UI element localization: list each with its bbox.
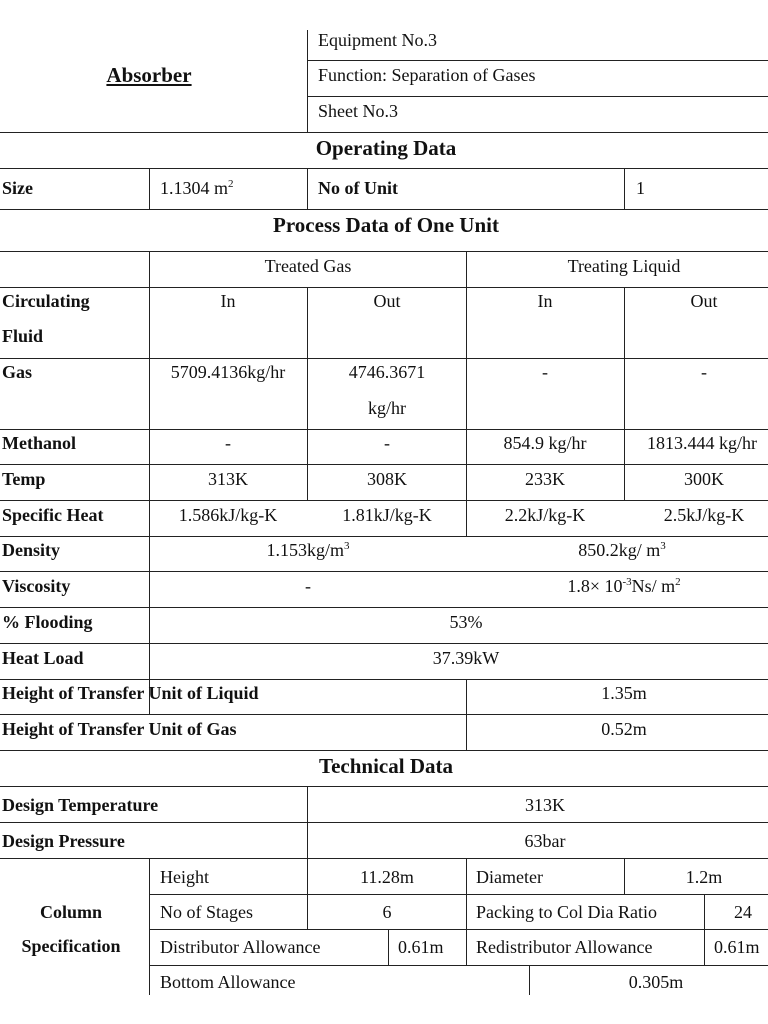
col-line bbox=[307, 168, 308, 209]
temp-label: Temp bbox=[2, 469, 46, 489]
row-line bbox=[0, 287, 768, 288]
row-line bbox=[0, 858, 768, 859]
diameter-label: Diameter bbox=[476, 867, 543, 887]
fluid-label: Fluid bbox=[2, 326, 44, 346]
viscosity-label: Viscosity bbox=[2, 576, 71, 596]
density-label: Density bbox=[2, 540, 60, 560]
row-line bbox=[149, 929, 768, 930]
specific-heat-value: 1.586kJ/kg-K bbox=[178, 505, 278, 525]
row-line bbox=[0, 429, 768, 430]
row-line bbox=[307, 96, 768, 97]
col-line bbox=[624, 858, 625, 894]
gas-out-unit: kg/hr bbox=[368, 398, 406, 418]
gas-in-value: 5709.4136kg/hr bbox=[170, 362, 286, 382]
section-heading-operating: Operating Data bbox=[315, 136, 457, 160]
row-line bbox=[307, 60, 768, 61]
col-line bbox=[704, 929, 705, 965]
diameter-value: 1.2m bbox=[685, 867, 723, 887]
row-line bbox=[0, 209, 768, 210]
row-line bbox=[0, 643, 768, 644]
heat-load-label: Heat Load bbox=[2, 648, 84, 668]
gas-row-label: Gas bbox=[2, 362, 33, 382]
specific-heat-label: Specific Heat bbox=[2, 505, 104, 525]
design-temp-label: Design Temperature bbox=[2, 795, 159, 815]
row-line bbox=[0, 500, 768, 501]
specific-heat-value: 2.2kJ/kg-K bbox=[504, 505, 586, 525]
methanol-liquid-in: 854.9 kg/hr bbox=[503, 433, 587, 453]
row-line bbox=[149, 965, 768, 966]
bottom-allowance-value: 0.305m bbox=[628, 972, 684, 992]
function-text: Function: Separation of Gases bbox=[318, 65, 536, 85]
distributor-label: Distributor Allowance bbox=[160, 937, 321, 957]
row-line bbox=[149, 894, 768, 895]
liquid-in-header: In bbox=[537, 291, 553, 311]
col-line bbox=[624, 168, 625, 209]
section-heading-technical: Technical Data bbox=[319, 754, 453, 778]
stages-label: No of Stages bbox=[160, 902, 253, 922]
col-line bbox=[388, 929, 389, 965]
section-heading-process: Process Data of One Unit bbox=[273, 213, 499, 237]
htu-liquid-value: 1.35m bbox=[601, 683, 647, 703]
col-line bbox=[704, 894, 705, 929]
equipment-no: Equipment No.3 bbox=[318, 30, 437, 50]
htu-liquid-label: Height of Transfer Unit of Liquid bbox=[2, 683, 259, 703]
height-value: 11.28m bbox=[360, 867, 414, 887]
row-line bbox=[0, 464, 768, 465]
gas-in-header: In bbox=[220, 291, 236, 311]
units-value: 1 bbox=[636, 178, 645, 198]
viscosity-gas-value: - bbox=[305, 576, 311, 596]
row-line bbox=[0, 822, 768, 823]
col-line bbox=[624, 287, 625, 500]
ratio-value: 24 bbox=[734, 902, 752, 922]
row-line bbox=[0, 607, 768, 608]
specific-heat-value: 2.5kJ/kg-K bbox=[663, 505, 745, 525]
col-line bbox=[466, 858, 467, 965]
circulating-label: Circulating bbox=[2, 291, 90, 311]
ratio-label: Packing to Col Dia Ratio bbox=[476, 902, 657, 922]
row-line bbox=[0, 536, 768, 537]
temp-value: 313K bbox=[208, 469, 248, 489]
density-gas-value: $1.153kg/m^3$ bbox=[266, 540, 350, 560]
col-line bbox=[307, 894, 308, 929]
specification-label: Specification bbox=[21, 936, 121, 956]
methanol-gas-out: - bbox=[384, 433, 390, 453]
col-line bbox=[307, 786, 308, 894]
density-liquid-value: 850.2kg/ $m^3$ bbox=[578, 540, 666, 560]
row-line bbox=[0, 571, 768, 572]
col-line bbox=[307, 30, 308, 132]
col-line bbox=[307, 287, 308, 500]
col-line bbox=[149, 858, 150, 995]
design-temp-value: 313K bbox=[525, 795, 565, 815]
col-line bbox=[149, 168, 150, 209]
temp-value: 233K bbox=[525, 469, 565, 489]
gas-liquid-in-value: - bbox=[542, 362, 548, 382]
liquid-out-header: Out bbox=[690, 291, 718, 311]
distributor-value: 0.61m bbox=[398, 937, 444, 957]
htu-gas-value: 0.52m bbox=[601, 719, 647, 739]
flooding-label: % Flooding bbox=[2, 612, 93, 632]
heat-load-value: 37.39kW bbox=[432, 648, 500, 668]
temp-value: 308K bbox=[367, 469, 407, 489]
design-pressure-label: Design Pressure bbox=[2, 831, 125, 851]
temp-value: 300K bbox=[684, 469, 724, 489]
design-pressure-value: 63bar bbox=[524, 831, 566, 851]
redistributor-label: Redistributor Allowance bbox=[476, 937, 653, 957]
row-line bbox=[0, 750, 768, 751]
row-line bbox=[0, 251, 768, 252]
treating-liquid-header: Treating Liquid bbox=[567, 256, 681, 276]
flooding-value: 53% bbox=[449, 612, 483, 632]
row-line bbox=[0, 714, 768, 715]
height-label: Height bbox=[160, 867, 209, 887]
gas-out-header: Out bbox=[373, 291, 401, 311]
col-line bbox=[529, 965, 530, 995]
methanol-gas-in: - bbox=[225, 433, 231, 453]
sheet-no: Sheet No.3 bbox=[318, 101, 398, 121]
specific-heat-value: 1.81kJ/kg-K bbox=[342, 505, 432, 525]
stages-value: 6 bbox=[382, 902, 392, 922]
units-label: No of Unit bbox=[318, 178, 398, 198]
size-value: 1.1304 $m^2$ bbox=[160, 178, 234, 198]
col-line bbox=[466, 679, 467, 750]
row-line bbox=[0, 132, 768, 133]
row-line bbox=[0, 358, 768, 359]
gas-out-value: 4746.3671 bbox=[348, 362, 426, 382]
methanol-liquid-out: 1813.444 kg/hr bbox=[647, 433, 757, 453]
col-line bbox=[466, 251, 467, 536]
row-line bbox=[0, 786, 768, 787]
row-line bbox=[0, 168, 768, 169]
row-line bbox=[0, 679, 768, 680]
htu-gas-label: Height of Transfer Unit of Gas bbox=[2, 719, 237, 739]
redistributor-value: 0.61m bbox=[714, 937, 760, 957]
column-label: Column bbox=[39, 902, 103, 922]
col-line bbox=[149, 251, 150, 714]
treated-gas-header: Treated Gas bbox=[264, 256, 352, 276]
viscosity-liquid-value: $1.8\times 10^{-3}Ns/$ $m^2$ bbox=[567, 576, 681, 596]
gas-liquid-out-value: - bbox=[701, 362, 707, 382]
page-title: Absorber bbox=[106, 63, 192, 87]
methanol-label: Methanol bbox=[2, 433, 76, 453]
size-label: Size bbox=[2, 178, 33, 198]
bottom-allowance-label: Bottom Allowance bbox=[160, 972, 296, 992]
